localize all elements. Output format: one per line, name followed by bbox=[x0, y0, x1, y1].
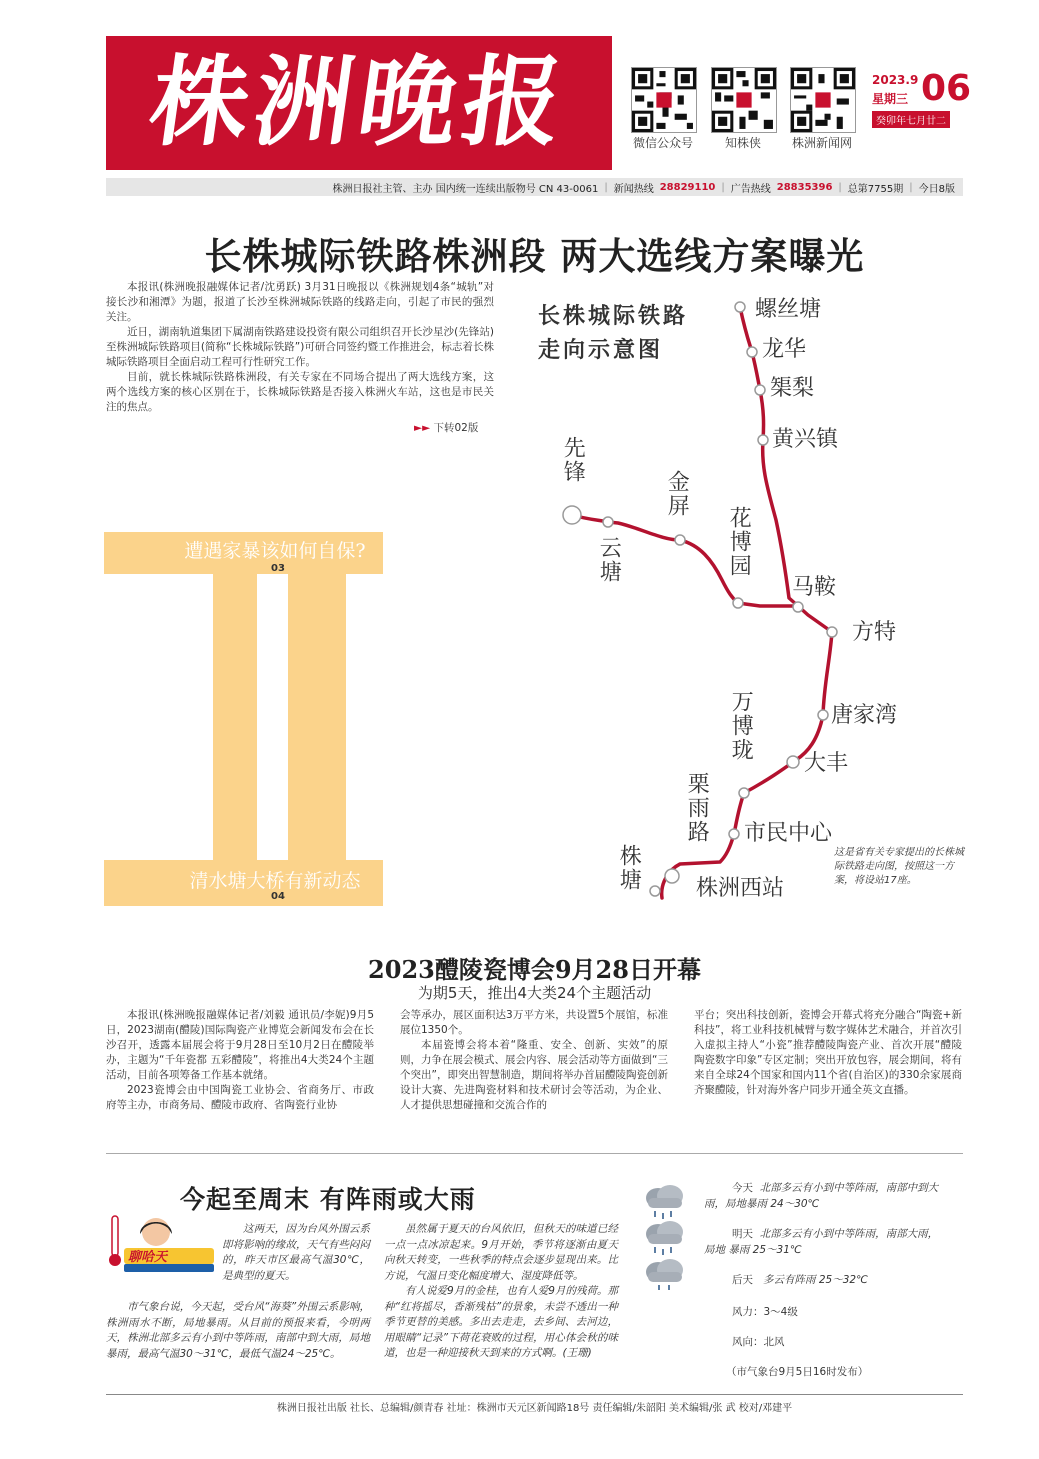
story2-column bbox=[694, 1008, 962, 1098]
masthead-title: 株洲晚报 bbox=[142, 45, 576, 160]
station-huangxingzhen: 黄兴镇 bbox=[772, 427, 839, 452]
station-xianfeng: 先锋 bbox=[560, 436, 586, 484]
footer-divider bbox=[106, 1394, 963, 1395]
weather-paragraph: 市气象台说，今天起，受台风“海葵”外围云系影响，株洲雨水不断，局地暴雨。从目前的预报来看，今明两天，株洲北部多云有小到中等阵雨，南部中到大雨，局地暴雨，最高气温30～31℃，最低气温24～25℃。 bbox=[106, 1301, 370, 1360]
weather-column bbox=[222, 1222, 370, 1284]
news-hotline: 28829110 bbox=[659, 181, 716, 193]
wind-direction: 风向：北风 bbox=[732, 1336, 785, 1348]
forecast-text: 多云有阵雨 25～32℃ bbox=[763, 1274, 868, 1286]
continued-label: 下转02版 bbox=[433, 422, 479, 434]
station-marker bbox=[603, 517, 613, 527]
story2-headline[interactable]: 2023醴陵瓷博会9月28日开幕 bbox=[368, 955, 701, 984]
forecast-day-after bbox=[732, 1272, 952, 1288]
lead-paragraph: 近日，湖南轨道集团下属湖南铁路建设投资有限公司组织召开长沙星沙(先锋站)至株洲城际铁路项目(简称“长株城际铁路”)可研合同签约暨工作推进会，标志着长株城际铁路项目全面启动工程可行性研究工作。 bbox=[106, 326, 494, 368]
divider: | bbox=[604, 181, 608, 193]
station-marker bbox=[733, 598, 743, 608]
station-zhutang: 株塘 bbox=[616, 844, 642, 892]
story2-paragraph: 本报讯(株洲晚报融媒体记者/刘毅 通讯员/李妮)9月5日，2023湖南(醴陵)国际陶瓷产业博览会新闻发布会在长沙召开，透露本届展会将于9月28日至10月2日在醴陵举办，主题为“千年瓷都 五彩醴陵”，将推出4大类24个主题活动，目前各项筹备工作基本就绪。 bbox=[106, 1009, 374, 1081]
station-lili: 榘梨 bbox=[770, 376, 815, 401]
station-tangjiawan: 唐家湾 bbox=[831, 703, 898, 728]
lead-headline[interactable]: 长株城际铁路株洲段 两大选线方案曝光 bbox=[204, 235, 865, 278]
news-hotline-label: 新闻热线 bbox=[613, 183, 654, 195]
qr-label-wechat: 微信公众号 bbox=[632, 136, 693, 150]
forecast-text: 北部多云有小到中等阵雨，南部中到大雨，局地暴雨 24～30℃ bbox=[704, 1182, 939, 1210]
station-jinping: 金屏 bbox=[664, 470, 690, 518]
story2-subheadline: 为期5天，推出4大类24个主题活动 bbox=[417, 984, 652, 1002]
divider: | bbox=[721, 181, 725, 193]
rain-cloud-icon bbox=[640, 1182, 688, 1222]
divider: | bbox=[909, 181, 913, 193]
station-luositang: 螺丝塘 bbox=[755, 297, 822, 322]
issue-number: 06 bbox=[921, 68, 972, 109]
station-marker bbox=[729, 829, 739, 839]
lead-paragraph: 目前，就长株城际铁路株洲段，有关专家在不同场合提出了两大选线方案，这两个选线方案的核心区别在于，长株城际铁路是否接入株洲火车站，这也是市民关注的焦点。 bbox=[106, 371, 494, 413]
station-fangte: 方特 bbox=[852, 620, 897, 645]
teaser-pillar-right bbox=[288, 572, 346, 862]
issue-date: 2023.9 bbox=[872, 73, 919, 87]
station-shiminzhongxin: 市民中心 bbox=[744, 821, 833, 846]
story2-paragraph: 本届瓷博会将本着“隆重、安全、创新、实效”的原则，力争在展会模式、展会内容、展会活动等方面做到“三个突出”，即突出智慧制造，期间将举办首届醴陵陶瓷创新设计大赛、先进陶瓷材料和技术研讨会等活动，为企业、人才提供思想碰撞和交流合作的 bbox=[400, 1039, 668, 1111]
map-title-line: 走向示意图 bbox=[538, 338, 664, 363]
story2-column bbox=[106, 1008, 374, 1113]
teaser-page: 04 bbox=[271, 891, 285, 902]
weather-column-logo bbox=[106, 1212, 218, 1278]
weather-paragraph: 虽然属于夏天的台风依旧，但秋天的味道已经一点一点冰凉起来。9月开始，季节将逐渐由夏天向秋天转变，一些秋季的特点会逐步显现出来。比方说，气温日变化幅度增大、湿度降低等。 bbox=[384, 1223, 618, 1282]
qr-label-zhizhuxia: 知株侠 bbox=[724, 136, 761, 150]
issue-weekday: 星期三 bbox=[872, 92, 909, 106]
station-marker bbox=[758, 435, 768, 445]
divider: | bbox=[838, 181, 842, 193]
wind-force: 风力：3～4级 bbox=[732, 1306, 798, 1318]
station-zhuzhouxi: 株洲西站 bbox=[696, 876, 785, 901]
station-marker bbox=[735, 302, 745, 312]
station-longhua: 龙华 bbox=[762, 337, 807, 362]
station-huaboyuan: 花博园 bbox=[726, 506, 752, 578]
terminal-marker bbox=[563, 506, 581, 524]
station-marker bbox=[747, 347, 757, 357]
station-maan: 马鞍 bbox=[792, 575, 837, 600]
weather-paragraph: 有人说爱9月的金桂，也有人爱9月的残荷。那种“红将摇尽，香渐残枯”的景象，未尝不透出一种季节更替的美感。多出去走走，去乡间、去河边，用眼睛“记录”下荷花衰败的过程，用心体会秋的味道，也是一种迎接秋天到来的方式啊。(王珊) bbox=[384, 1285, 618, 1359]
weather-logo-text: 聊哈天 bbox=[128, 1250, 168, 1265]
station-marker bbox=[755, 385, 765, 395]
station-marker bbox=[787, 756, 799, 768]
station-marker bbox=[793, 602, 803, 612]
station-liyulu: 栗雨路 bbox=[684, 772, 710, 844]
station-wanbolong: 万博珑 bbox=[728, 690, 754, 762]
ad-hotline: 28835396 bbox=[776, 181, 833, 193]
weather-paragraph: 这两天，因为台风外围云系即将影响的缘故，天气有些闷闷的，昨天市区最高气温30℃，是典型的夏天。 bbox=[222, 1223, 370, 1282]
lunar-date: 癸卯年七月廿二 bbox=[872, 111, 950, 128]
forecast-text: 北部多云有小到中等阵雨，南部大雨，局地 暴雨 25～31℃ bbox=[704, 1228, 939, 1256]
map-title-line: 长株城际铁路 bbox=[538, 304, 689, 329]
teaser-title[interactable]: 清水塘大桥有新动态 bbox=[189, 870, 361, 892]
forecast-day: 今天 bbox=[732, 1182, 753, 1194]
teaser-pillar-left bbox=[213, 572, 257, 862]
total-issue: 总第7755期 bbox=[847, 183, 904, 195]
story2-column bbox=[400, 1008, 668, 1113]
forecast-day: 后天 bbox=[732, 1274, 753, 1286]
double-arrow-icon: ►► bbox=[414, 422, 431, 434]
qr-label-zhuzhou-news: 株洲新闻网 bbox=[791, 136, 852, 150]
station-dafeng: 大丰 bbox=[804, 751, 849, 776]
section-divider bbox=[106, 1153, 963, 1154]
publisher-info: 株洲日报社主管、主办 国内统一连续出版物号 CN 43-0061 bbox=[332, 183, 599, 195]
station-marker bbox=[818, 710, 828, 720]
story2-paragraph: 2023瓷博会由中国陶瓷工业协会、省商务厅、市政府等主办，市商务局、醴陵市政府、省陶瓷行业协 bbox=[106, 1084, 374, 1111]
lead-paragraph: 本报讯(株洲晚报融媒体记者/沈勇跃) 3月31日晚报以《株洲规划4条“城轨”对接长沙和湘潭》为题，报道了长沙至株洲城际铁路的线路走向，引起了市民的强烈关注。 bbox=[106, 281, 494, 323]
story2-paragraph: 会等承办，展区面积达3万平方米，共设置5个展馆，标准展位1350个。 bbox=[400, 1009, 668, 1036]
forecast-day: 明天 bbox=[732, 1228, 753, 1240]
map-caption: 这是省有关专家提出的长株城际铁路走向图，按照这一方案，将设站17座。 bbox=[834, 847, 964, 886]
forecast-today bbox=[704, 1180, 944, 1212]
weather-column bbox=[106, 1300, 370, 1362]
weather-headline[interactable]: 今起至周末 有阵雨或大雨 bbox=[180, 1185, 476, 1214]
thermometer-icon bbox=[112, 1216, 118, 1256]
station-marker bbox=[665, 869, 679, 883]
page-count: 今日8版 bbox=[918, 183, 955, 195]
teaser-page: 03 bbox=[271, 563, 285, 574]
footer-imprint: 株洲日报社出版 社长、总编辑/颜青春 社址：株洲市天元区新闻路18号 责任编辑/朱韶阳 美术编辑/张 武 校对/邓建平 bbox=[276, 1403, 793, 1414]
shower-cloud-icon bbox=[640, 1256, 688, 1296]
station-marker bbox=[675, 535, 685, 545]
station-yuntang: 云塘 bbox=[596, 536, 622, 584]
teaser-title[interactable]: 遭遇家暴该如何自保? bbox=[184, 540, 366, 562]
station-marker bbox=[739, 788, 749, 798]
rain-cloud-icon bbox=[640, 1218, 688, 1258]
weather-column bbox=[384, 1222, 618, 1362]
station-marker bbox=[827, 627, 837, 637]
story2-paragraph: 平台；突出科技创新，瓷博会开幕式将充分融合“陶瓷+新科技”，将工业科技机械臂与数字媒体艺术融合，并首次引入虚拟主持人“小瓷”推荐醴陵陶瓷产业、首次开展“醴陵陶瓷数字印象”专区定制；突出开放包容，展会期间，将有来自全球24个国家和国内11个省(自治区)的330余家展商齐聚醴陵，针对海外客户同步开通全英文直播。 bbox=[694, 1009, 962, 1096]
station-marker bbox=[650, 886, 660, 896]
ad-hotline-label: 广告热线 bbox=[730, 183, 771, 195]
forecast-issued: （市气象台9月5日16时发布） bbox=[726, 1366, 869, 1378]
forecast-tomorrow bbox=[704, 1226, 944, 1258]
